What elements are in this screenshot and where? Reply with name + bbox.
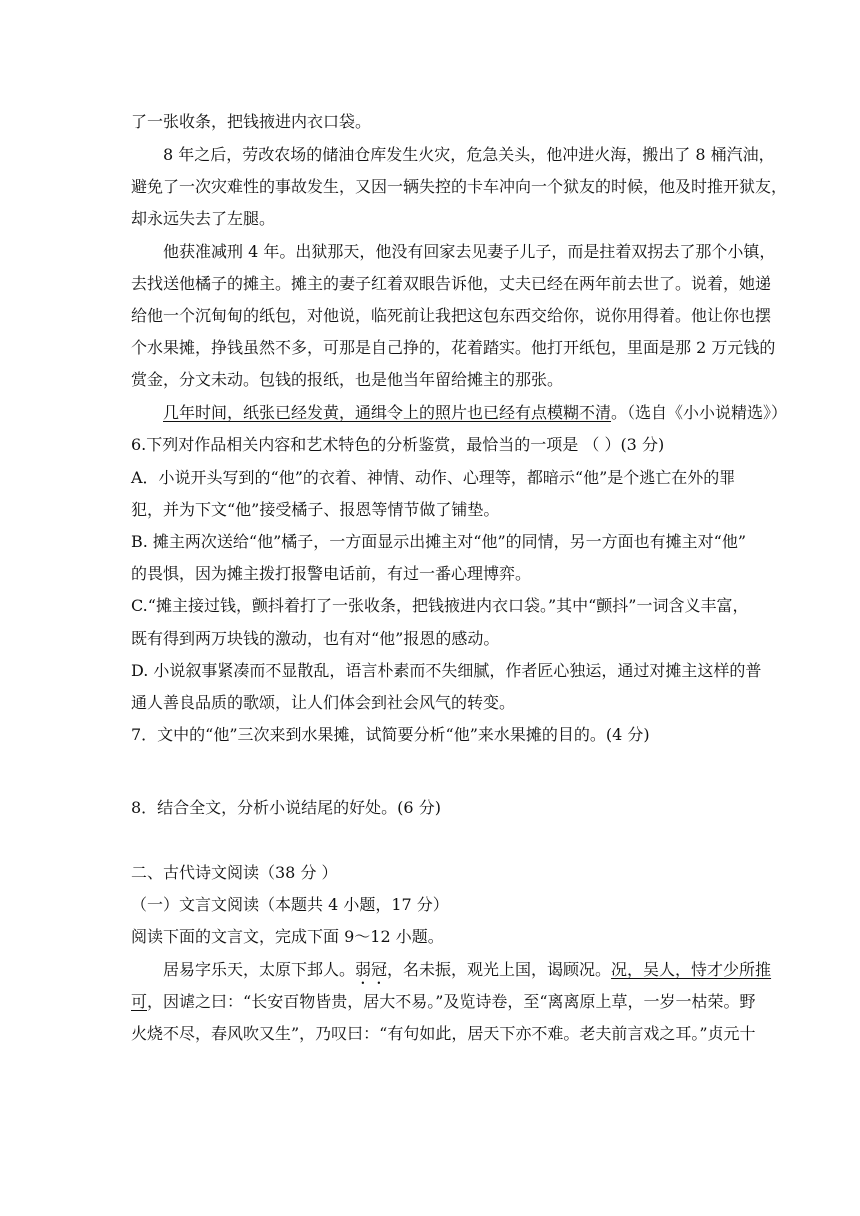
classical-text-line — [163, 959, 771, 983]
question-6-stem: 6.下列对作品相关内容和艺术特色的分析鉴赏，最恰当的一项是 （ ）(3 分) — [131, 435, 665, 454]
story-last-line — [163, 402, 787, 426]
section-2-instruction: 阅读下面的文言文，完成下面 9～12 小题。 — [131, 927, 444, 946]
classical-text-line — [131, 991, 756, 1015]
story-paragraph-line: 却永远失去了左腿。 — [131, 209, 276, 228]
story-paragraph-line: 8 年之后，劳改农场的储油仓库发生火灾，危急关头，他冲进火海，搬出了 8 桶汽油， — [163, 145, 775, 164]
source-note: 。（选自《小小说精选》） — [611, 403, 788, 422]
question-6-option-a: A．小说开头写到的“他”的衣着、神情、动作、心理等，都暗示“他”是个逃亡在外的罪 — [131, 468, 736, 487]
question-6-option-d: D. 小说叙事紧凑而不显散乱，语言朴素而不失细腻，作者匠心独运，通过对摊主这样的普 — [131, 661, 762, 680]
question-6-option-d-cont: 通人善良品质的歌颂，让人们体会到社会风气的转变。 — [131, 693, 516, 712]
story-paragraph-line: 赏金，分文未动。包钱的报纸，也是他当年留给摊主的那张。 — [131, 370, 564, 389]
dotted-word: 弱冠 — [355, 960, 388, 979]
story-paragraph-line: 他获准减刑 4 年。出狱那天，他没有回家去见妻子儿子，而是拄着双拐去了那个小镇， — [163, 242, 776, 261]
question-6-option-c-cont: 既有得到两万块钱的激动，也有对“他”报恩的感动。 — [131, 629, 500, 648]
story-paragraph-line: 去找送他橘子的摊主。摊主的妻子红着双眼告诉他，丈夫已经在两年前去世了。说着，她递 — [131, 274, 772, 293]
underlined-sentence: 况，吴人，恃才少所推 — [611, 960, 772, 979]
underlined-sentence-end: 可 — [131, 992, 148, 1011]
section-2-title: 二、古代诗文阅读（38 分 ） — [131, 863, 338, 882]
section-2-subtitle: （一）文言文阅读（本题共 4 小题，17 分） — [131, 895, 449, 914]
classical-text-line: 火烧不尽，春风吹又生”，乃叹曰：“有句如此，居天下亦不难。老夫前言戏之耳。”贞元十 — [131, 1024, 756, 1043]
question-7: 7．文中的“他”三次来到水果摊，试简要分析“他”来水果摊的目的。(4 分) — [131, 725, 650, 744]
story-paragraph-line: 避免了一次灾难性的事故发生，又因一辆失控的卡车冲向一个狱友的时候，他及时推开狱友， — [131, 177, 788, 196]
story-paragraph-line: 给他一个沉甸甸的纸包，对他说，临死前让我把这包东西交给你，说你用得着。他让你也摆 — [131, 306, 772, 325]
classical-text-segment: ，因谑之曰：“长安百物皆贵，居大不易。”及览诗卷，至“离离原上草，一岁一枯荣。野 — [147, 992, 756, 1011]
question-6-option-b-cont: 的畏惧，因为摊主拨打报警电话前，有过一番心理博弈。 — [131, 564, 532, 583]
question-8: 8．结合全文，分析小说结尾的好处。(6 分) — [131, 798, 441, 817]
underlined-sentence: 几年时间，纸张已经发黄，通缉令上的照片也已经有点模糊不清 — [163, 403, 612, 422]
question-6-option-a-cont: 犯，并为下文“他”接受橘子、报恩等情节做了铺垫。 — [131, 500, 500, 519]
classical-text-segment: 居易字乐天，太原下邽人。 — [163, 960, 356, 979]
story-paragraph-line: 个水果摊，挣钱虽然不多，可那是自己挣的，花着踏实。他打开纸包，里面是那 2 万元钱的 — [131, 338, 776, 357]
story-paragraph-line: 了一张收条，把钱掖进内衣口袋。 — [131, 112, 372, 131]
classical-text-segment: ，名未振，观光上国，谒顾况。 — [387, 960, 612, 979]
question-6-option-c: C.“摊主接过钱，颤抖着打了一张收条，把钱掖进内衣口袋。”其中“颤抖”一词含义丰富， — [131, 596, 749, 615]
question-6-option-b: B. 摊主两次送给“他”橘子，一方面显示出摊主对“他”的同情，另一方面也有摊主对“他” — [131, 532, 747, 551]
